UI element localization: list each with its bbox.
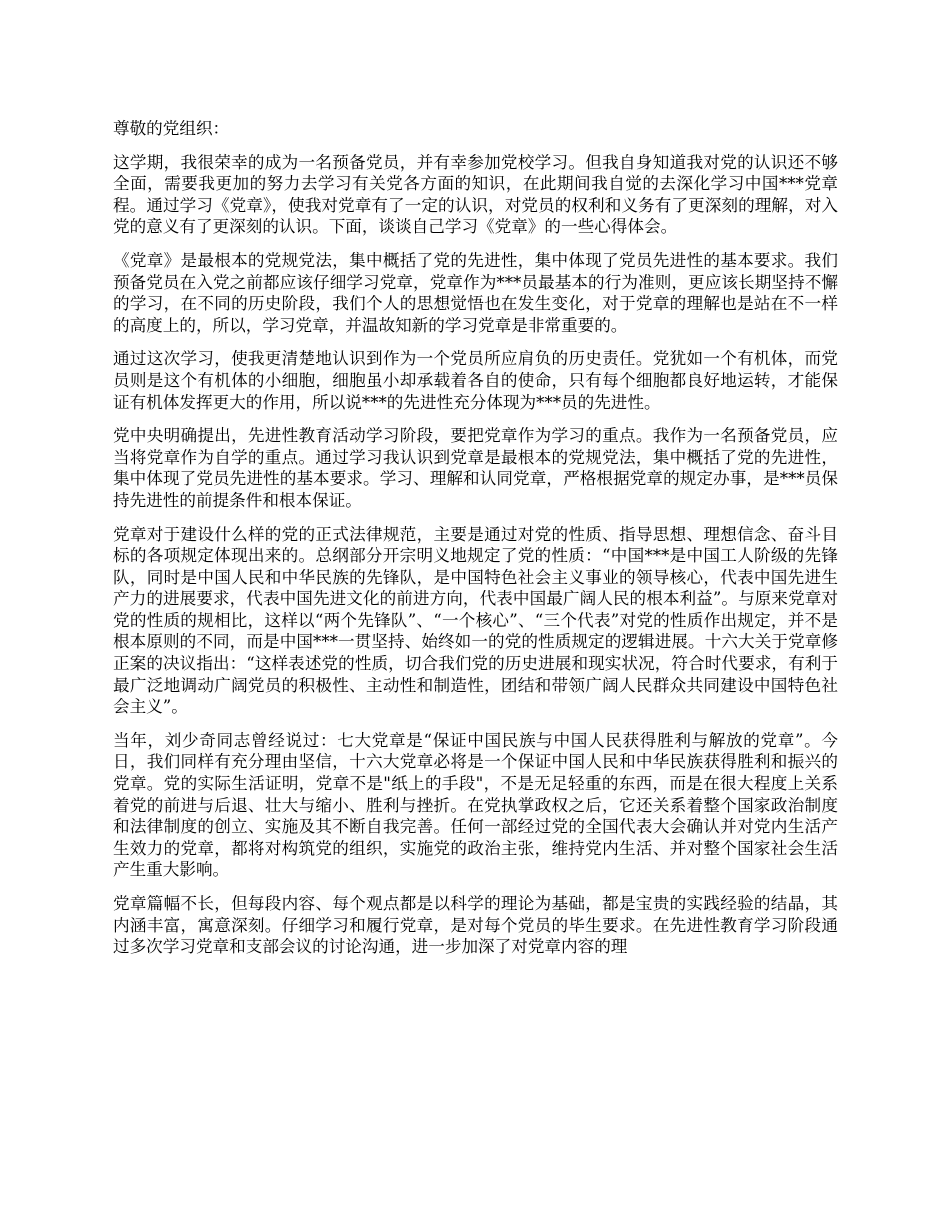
paragraph-5: 党章对于建设什么样的党的正式法律规范，主要是通过对党的性质、指导思想、理想信念、奋斗目标的各项规定体现出来的。总纲部分开宗明义地规定了党的性质：“中国***是中国工人阶级的先锋队，同时是中国人民和中华民族的先锋队，是中国特色社会主义事业的领导核心，代表中国先进生产力的进展要求，代表中国先进文化的前进方向，代表中国最广阔人民的根本利益”。与原来党章对党的性质的规相比，这样以“两个先锋队”、“一个核心”、“三个代表”对党的性质作出规定，并不是根本原则的不同，而是中国***一贯坚持、始终如一的党的性质规定的逻辑进展。十六大关于党章修正案的决议指出：“这样表述党的性质，切合我们党的历史进展和现实状况，符合时代要求，有利于最广泛地调动广阔党员的积极性、主动性和制造性，团结和带领广阔人民群众共同建设中国特色社会主义”。 — [113, 524, 838, 717]
paragraph-2: 《党章》是最根本的党规党法，集中概括了党的先进性，集中体现了党员先进性的基本要求。我们预备党员在入党之前都应该仔细学习党章，党章作为***员最基本的行为准则，更应该长期坚持不懈的学习，在不同的历史阶段，我们个人的思想觉悟也在发生变化，对于党章的理解也是站在不一样的高度上的，所以，学习党章，并温故知新的学习党章是非常重要的。 — [113, 250, 838, 335]
paragraph-3: 通过这次学习，使我更清楚地认识到作为一个党员所应肩负的历史责任。党犹如一个有机体，而党员则是这个有机体的小细胞，细胞虽小却承载着各自的使命，只有每个细胞都良好地运转，才能保证有机体发挥更大的作用，所以说***的先进性充分体现为***员的先进性。 — [113, 349, 838, 412]
salutation: 尊敬的党组织： — [113, 119, 230, 138]
paragraph-7: 党章篇幅不长，但每段内容、每个观点都是以科学的理论为基础，都是宝贵的实践经验的结晶，其内涵丰富，寓意深刻。仔细学习和履行党章，是对每个党员的毕生要求。在先进性教育学习阶段通过多次学习党章和支部会议的讨论沟通，进一步加深了对党章内容的理 — [113, 894, 838, 957]
paragraph-4: 党中央明确提出，先进性教育活动学习阶段，要把党章作为学习的重点。我作为一名预备党员，应当将党章作为自学的重点。通过学习我认识到党章是最根本的党规党法，集中概括了党的先进性，集中体现了党员先进性的基本要求。学习、理解和认同党章，严格根据党章的规定办事，是***员保持先进性的前提条件和根本保证。 — [113, 426, 838, 510]
paragraph-6: 当年，刘少奇同志曾经说过：七大党章是“保证中国民族与中国人民获得胜利与解放的党章”。今日，我们同样有充分理由坚信，十六大党章必将是一个保证中国人民和中华民族获得胜利和振兴的党章。党的实际生活证明，党章不是"纸上的手段"，不是无足轻重的东西，而是在很大程度上关系着党的前进与后退、壮大与缩小、胜利与挫折。在党执掌政权之后，它还关系着整个国家政治制度和法律制度的创立、实施及其不断自我完善。任何一部经过党的全国代表大会确认并对党内生活产生效力的党章，都将对构筑党的组织，实施党的政治主张，维持党内生活、并对整个国家社会生活产生重大影响。 — [113, 730, 838, 880]
document-page — [113, 118, 838, 970]
paragraph-1: 这学期，我很荣幸的成为一名预备党员，并有幸参加党校学习。但我自身知道我对党的认识还不够全面，需要我更加的努力去学习有关党各方面的知识，在此期间我自觉的去深化学习中国***党章程。通过学习《党章》，使我对党章有了一定的认识，对党员的权利和义务有了更深刻的理解，对入党的意义有了更深刻的认识。下面，谈谈自己学习《党章》的一些心得体会。 — [113, 152, 838, 237]
